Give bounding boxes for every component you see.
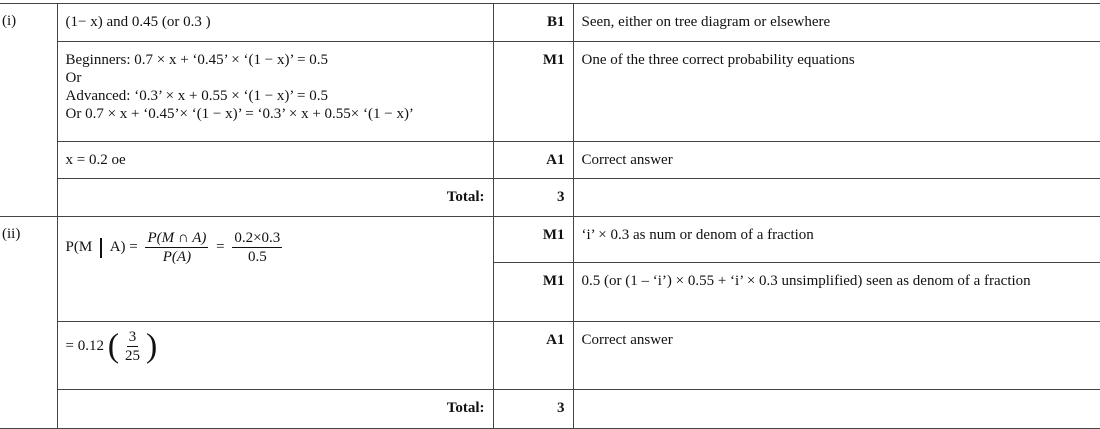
- formula-lhs: P(M: [65, 238, 93, 255]
- table-row: [0, 142, 1100, 179]
- table-row: [0, 4, 1100, 42]
- denominator: P(A): [162, 249, 192, 265]
- formula-cell: [57, 217, 493, 322]
- answer-value: = 0.12: [65, 337, 104, 354]
- table-row: [0, 42, 1100, 142]
- fraction: [145, 229, 208, 266]
- fraction: [123, 328, 142, 365]
- equals: =: [216, 238, 225, 255]
- guidance-cell: 0.5 (or (1 – ‘i’) × 0.55 + ‘i’ × 0.3 unsimplified) seen as denom of a fraction: [573, 263, 1100, 322]
- total-row: [0, 179, 1100, 217]
- mark-cell: M1: [493, 42, 573, 142]
- answer-cell: x = 0.2 oe: [57, 142, 493, 179]
- numerator: 0.2×0.3: [234, 230, 281, 246]
- mark-cell: A1: [493, 322, 573, 390]
- numerator: P(M ∩ A): [147, 230, 207, 246]
- guidance-cell: One of the three correct probability equations: [573, 42, 1100, 142]
- question-label-ii: (ii): [0, 217, 57, 429]
- mark-cell: B1: [493, 4, 573, 42]
- formula-lhs2: A) =: [109, 238, 138, 255]
- guidance-cell: Correct answer: [573, 142, 1100, 179]
- answer-line: Advanced: ‘0.3’ × x + 0.55 × ‘(1 − x)’ = 0.5: [65, 88, 329, 104]
- guidance-cell: ‘i’ × 0.3 as num or denom of a fraction: [573, 217, 1100, 263]
- answer-cell: (1− x) and 0.45 (or 0.3 ): [57, 4, 493, 42]
- right-paren: ): [146, 327, 158, 365]
- mark-scheme-table: [0, 3, 1100, 429]
- table-row: [0, 322, 1100, 390]
- answer-line: Or: [65, 70, 82, 86]
- guidance-cell: Seen, either on tree diagram or elsewhere: [573, 4, 1100, 42]
- question-label-i: (i): [0, 4, 57, 217]
- denominator: 0.5: [247, 249, 267, 265]
- total-label: Total:: [57, 179, 493, 217]
- mark-cell: M1: [493, 263, 573, 322]
- guidance-cell: Correct answer: [573, 322, 1100, 390]
- fraction: [232, 229, 282, 266]
- total-value: 3: [493, 390, 573, 429]
- mark-cell: A1: [493, 142, 573, 179]
- total-value: 3: [493, 179, 573, 217]
- answer-cell: [57, 42, 493, 142]
- table-row: [0, 217, 1100, 263]
- answer-line: Beginners: 0.7 × x + ‘0.45’ × ‘(1 − x)’ = 0.5: [65, 52, 329, 68]
- denominator: 25: [125, 348, 141, 364]
- mark-cell: M1: [493, 217, 573, 263]
- answer-cell: [57, 322, 493, 390]
- total-label: Total:: [57, 390, 493, 429]
- left-paren: (: [107, 327, 120, 365]
- total-row: [0, 390, 1100, 429]
- numerator: 3: [128, 329, 137, 345]
- answer-line: Or 0.7 × x + ‘0.45’× ‘(1 − x)’ = ‘0.3’ × x + 0.55× ‘(1 − x)’: [65, 106, 414, 122]
- given-bar: [100, 238, 102, 258]
